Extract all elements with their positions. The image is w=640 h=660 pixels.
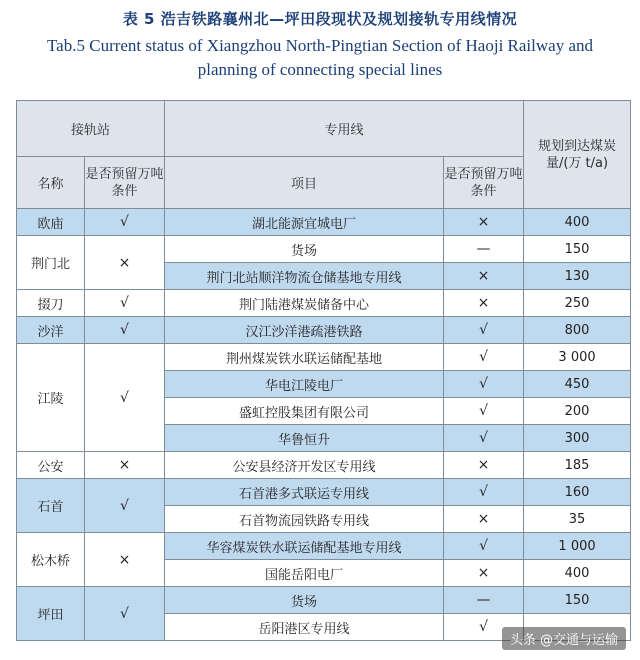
coal-amount: 200: [524, 398, 631, 425]
coal-amount: 35: [524, 506, 631, 533]
line-reserve-mark: √: [444, 317, 524, 344]
line-reserve-mark: —: [444, 236, 524, 263]
station-reserve-mark: √: [85, 317, 165, 344]
line-reserve-mark: ×: [444, 290, 524, 317]
project-name: 荆门陆港煤炭储备中心: [165, 290, 444, 317]
header-station-group: 接轨站: [17, 101, 165, 157]
table-row: [17, 290, 631, 317]
table-row: [17, 344, 631, 371]
line-reserve-mark: ×: [444, 452, 524, 479]
line-reserve-mark: √: [444, 425, 524, 452]
station-name: 荆门北: [17, 236, 85, 290]
project-name: 盛虹控股集团有限公司: [165, 398, 444, 425]
header-target-amount: 规划到达煤炭量/(万 t/a): [524, 101, 631, 209]
header-line-reserve: 是否预留万吨条件: [444, 157, 524, 209]
header-station-name: 名称: [17, 157, 85, 209]
header-line-group: 专用线: [165, 101, 524, 157]
line-reserve-mark: √: [444, 398, 524, 425]
station-name: 江陵: [17, 344, 85, 452]
project-name: 岳阳港区专用线: [165, 614, 444, 641]
watermark-label: 头条 @交通与运输: [502, 627, 626, 650]
station-reserve-mark: √: [85, 479, 165, 533]
project-name: 石首港多式联运专用线: [165, 479, 444, 506]
project-name: 公安县经济开发区专用线: [165, 452, 444, 479]
line-reserve-mark: √: [444, 614, 524, 641]
station-reserve-mark: √: [85, 587, 165, 641]
coal-amount: 130: [524, 263, 631, 290]
line-reserve-mark: ×: [444, 560, 524, 587]
line-reserve-mark: ×: [444, 506, 524, 533]
station-reserve-mark: ×: [85, 533, 165, 587]
coal-amount: 250: [524, 290, 631, 317]
coal-amount: 800: [524, 317, 631, 344]
table-row: [17, 236, 631, 263]
project-name: 石首物流园铁路专用线: [165, 506, 444, 533]
header-project: 项目: [165, 157, 444, 209]
table-row: [17, 587, 631, 614]
line-reserve-mark: √: [444, 533, 524, 560]
project-name: 货场: [165, 236, 444, 263]
coal-special-lines-table: [16, 100, 631, 641]
station-name: 沙洋: [17, 317, 85, 344]
station-name: 石首: [17, 479, 85, 533]
table-row: [17, 209, 631, 236]
coal-amount: 150: [524, 587, 631, 614]
station-name: 松木桥: [17, 533, 85, 587]
project-name: 荆门北站顺洋物流仓储基地专用线: [165, 263, 444, 290]
line-reserve-mark: ×: [444, 209, 524, 236]
line-reserve-mark: √: [444, 344, 524, 371]
line-reserve-mark: √: [444, 371, 524, 398]
station-reserve-mark: ×: [85, 452, 165, 479]
table-row: [17, 479, 631, 506]
coal-amount: 185: [524, 452, 631, 479]
coal-amount: 160: [524, 479, 631, 506]
station-reserve-mark: √: [85, 290, 165, 317]
table-title-english: [10, 34, 630, 82]
table-row: [17, 317, 631, 344]
table-title-chinese: 表 5 浩吉铁路襄州北—坪田段现状及规划接轨专用线情况: [122, 10, 518, 28]
project-name: 汉江沙洋港疏港铁路: [165, 317, 444, 344]
station-reserve-mark: √: [85, 344, 165, 452]
coal-amount: 450: [524, 371, 631, 398]
line-reserve-mark: —: [444, 587, 524, 614]
coal-amount: 400: [524, 560, 631, 587]
table-row: [17, 533, 631, 560]
station-name: 掇刀: [17, 290, 85, 317]
coal-amount: 300: [524, 425, 631, 452]
coal-amount: 150: [524, 236, 631, 263]
coal-amount: 3 000: [524, 344, 631, 371]
coal-amount: 400: [524, 209, 631, 236]
table-title-english-line-2: planning of connecting special lines: [197, 60, 443, 79]
header-station-reserve: 是否预留万吨条件: [85, 157, 165, 209]
station-name: 坪田: [17, 587, 85, 641]
coal-amount: 1 000: [524, 533, 631, 560]
table-title-english-line-1: Tab.5 Current status of Xiangzhou North-Pingtian Section of Haoji Railway and: [46, 36, 593, 55]
project-name: 湖北能源宜城电厂: [165, 209, 444, 236]
line-reserve-mark: √: [444, 479, 524, 506]
station-reserve-mark: √: [85, 209, 165, 236]
table-row: [17, 452, 631, 479]
project-name: 华电江陵电厂: [165, 371, 444, 398]
project-name: 货场: [165, 587, 444, 614]
station-name: 欧庙: [17, 209, 85, 236]
project-name: 华鲁恒升: [165, 425, 444, 452]
station-reserve-mark: ×: [85, 236, 165, 290]
project-name: 荆州煤炭铁水联运储配基地: [165, 344, 444, 371]
line-reserve-mark: ×: [444, 263, 524, 290]
project-name: 国能岳阳电厂: [165, 560, 444, 587]
station-name: 公安: [17, 452, 85, 479]
project-name: 华容煤炭铁水联运储配基地专用线: [165, 533, 444, 560]
